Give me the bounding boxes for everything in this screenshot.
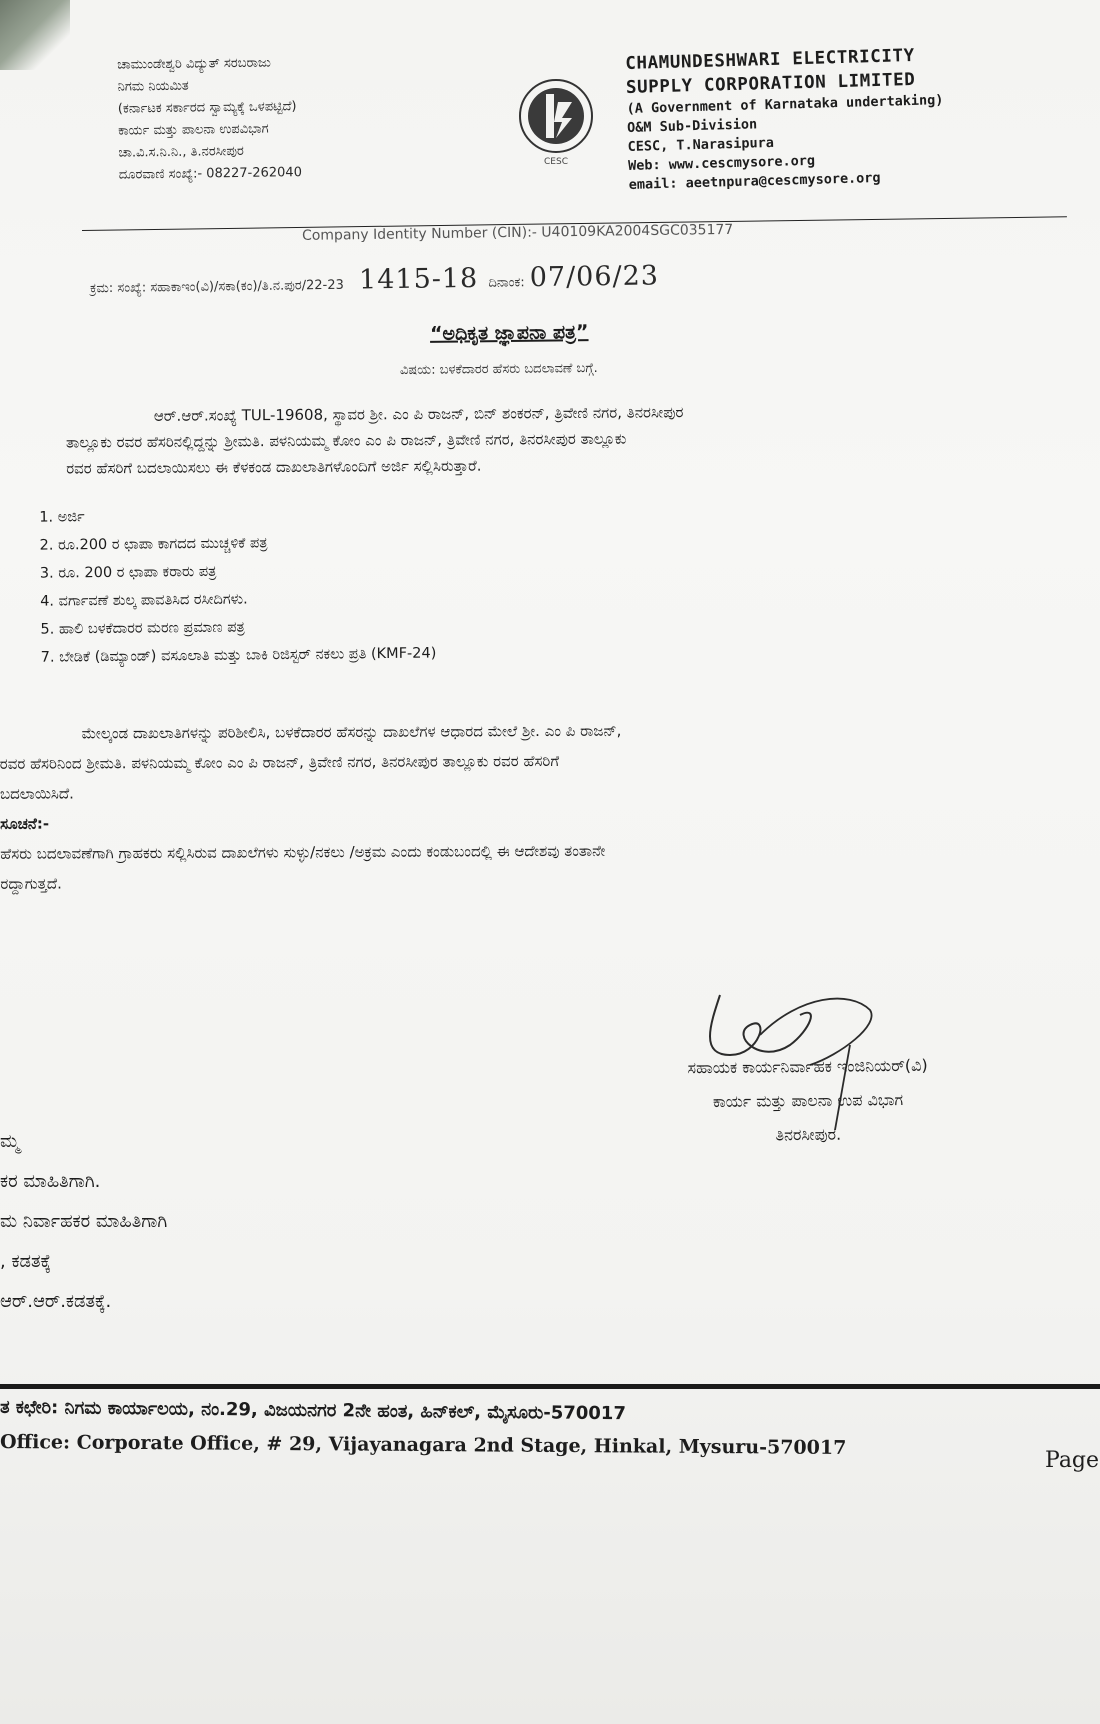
- list-item: 2. ರೂ.200 ರ ಛಾಪಾ ಕಾಗದದ ಮುಚ್ಚಳಿಕೆ ಪತ್ರ: [39, 535, 268, 554]
- signatory-line-2: ಕಾರ್ಯ ಮತ್ತು ಪಾಲನಾ ಉಪ ವಿಭಾಗ: [712, 1090, 904, 1111]
- cesc-logo: [512, 72, 600, 172]
- handwritten-number: 1415-18: [358, 262, 479, 296]
- logo-text: CESC: [544, 157, 568, 167]
- copy-item: , ಕಡತಕ್ಕೆ: [0, 1251, 52, 1272]
- order-line-2: ರವರ ಹೆಸರಿನಿಂದ ಶ್ರೀಮತಿ. ಪಳನಿಯಮ್ಮ ಕೋಂ ಎಂ ಪಿ ರಾಜನ್, ತ್ರಿವೇಣಿ ನಗರ, ತಿನರಸೀಪುರ ತಾಲ್ಲೂಕು ರವರ ಹೆಸರಿಗೆ: [0, 751, 560, 773]
- note-line-2: ರದ್ದಾಗುತ್ತದೆ.: [0, 874, 62, 893]
- handwritten-date: 07/06/23: [529, 260, 660, 294]
- letterhead-kn-line-2: ನಿಗಮ ನಿಯಮಿತ: [117, 78, 189, 95]
- order-line-3: ಬದಲಾಯಿಸಿದೆ.: [0, 784, 74, 803]
- signatory-block: [597, 1048, 1018, 1154]
- note-label: ಸೂಚನೆ:-: [0, 814, 50, 833]
- order-paragraph: [0, 713, 1090, 899]
- office: CESC, T.Narasipura: [627, 134, 775, 155]
- cin-number: Company Identity Number (CIN):- U40109KA2004SGC035177: [301, 221, 734, 244]
- date-label: ದಿನಾಂಕ:: [488, 275, 525, 291]
- note-line-1: ಹೆಸರು ಬದಲಾವಣೆಗಾಗಿ ಗ್ರಾಹಕರು ಸಲ್ಲಿಸಿರುವ ದಾಖಲೆಗಳು ಸುಳ್ಳು/ನಕಲು /ಅಕ್ರಮ ಎಂದು ಕಂಡುಬಂದಲ್ಲಿ ಈ ಆದೇಶವು ತಂತಾನೇ: [0, 841, 606, 863]
- document-title-text: “ಅಧಿಕೃತ ಜ್ಞಾಪನಾ ಪತ್ರ”: [429, 321, 589, 345]
- subject-line: ವಿಷಯ: ಬಳಕೆದಾರರ ಹೆಸರು ಬದಲಾವಣೆ ಬಗ್ಗೆ.: [399, 360, 598, 379]
- footer-rule: [0, 1384, 1100, 1389]
- web: Web: www.cescmysore.org: [627, 152, 816, 174]
- letterhead-kn-line-3: (ಕರ್ನಾಟಕ ಸರ್ಕಾರದ ಸ್ವಾಮ್ಯಕ್ಕೆ ಒಳಪಟ್ಟಿದೆ): [117, 99, 297, 117]
- copy-item: ಆರ್.ಆರ್.ಕಡತಕ್ಕೆ.: [0, 1291, 112, 1312]
- list-item: 1. ಅರ್ಜಿ: [39, 509, 85, 526]
- page-label: Page: [1045, 1448, 1100, 1473]
- letterhead-english: [625, 40, 1069, 195]
- order-line-1: ಮೇಲ್ಕಂಡ ದಾಖಲಾತಿಗಳನ್ನು ಪರಿಶೀಲಿಸಿ, ಬಳಕೆದಾರರ ಹೆಸರನ್ನು ದಾಖಲೆಗಳ ಆಧಾರದ ಮೇಲೆ ಶ್ರೀ. ಎಂ ಪಿ ರಾಜನ್,: [81, 721, 622, 743]
- letterhead-kn-line-4: ಕಾರ್ಯ ಮತ್ತು ಪಾಲನಾ ಉಪವಿಭಾಗ: [118, 121, 269, 139]
- company-name-line2: SUPPLY CORPORATION LIMITED: [625, 69, 916, 98]
- letterhead-kn-line-6: ದೂರವಾಣಿ ಸಂಖ್ಯೆ:- 08227-262040: [118, 165, 303, 183]
- company-name-line1: CHAMUNDESHWARI ELECTRICITY: [625, 45, 916, 74]
- footer-english: Office: Corporate Office, # 29, Vijayanagara 2nd Stage, Hinkal, Mysuru-570017: [0, 1431, 847, 1459]
- letterhead-kn-line-1: ಚಾಮುಂಡೇಶ್ವರಿ ವಿದ್ಯುತ್ ಸರಬರಾಜು: [117, 55, 271, 73]
- govt-note: (A Government of Karnataka undertaking): [626, 92, 944, 117]
- reference-text: ಕ್ರಮ: ಸಂಖ್ಯೆ: ಸಹಾಕಾಇಂ(ವಿ)/ಸಕಾ(ಕಂ)/ತಿ.ನ.ಪುರ/22-23: [90, 277, 344, 297]
- intro-paragraph: [66, 396, 1077, 481]
- copy-item: ಮ ನಿರ್ವಾಹಕರ ಮಾಹಿತಿಗಾಗಿ: [0, 1211, 168, 1232]
- letterhead-kannada: [117, 49, 499, 186]
- list-item: 3. ರೂ. 200 ರ ಛಾಪಾ ಕರಾರು ಪತ್ರ: [39, 563, 217, 582]
- corner-shadow: [0, 0, 70, 70]
- para-line-1: ಆರ್.ಆರ್.ಸಂಖ್ಯೆ TUL-19608, ಸ್ಥಾವರ ಶ್ರೀ. ಎಂ ಪಿ ರಾಜನ್, ಬಿನ್ ಶಂಕರನ್, ತ್ರಿವೇಣಿ ನಗರ, ತಿನರಸೀಪುರ: [153, 403, 684, 425]
- document-list: [39, 496, 741, 671]
- list-item: 5. ಹಾಲಿ ಬಳಕೆದಾರರ ಮರಣ ಪ್ರಮಾಣ ಪತ್ರ: [40, 619, 245, 638]
- copy-item: ಮ್ಮ: [0, 1131, 20, 1152]
- signatory-line-3: ತಿನರಸೀಪುರ.: [775, 1124, 842, 1145]
- footer-kannada: ತ ಕಛೇರಿ: ನಿಗಮ ಕಾರ್ಯಾಲಯ, ನಂ.29, ವಿಜಯನಗರ 2ನೇ ಹಂತ, ಹಿನ್‌ಕಲ್, ಮೈಸೂರು-570017: [0, 1396, 627, 1425]
- list-item: 7. ಬೇಡಿಕೆ (ಡಿಮ್ಯಾಂಡ್) ವಸೂಲಾತಿ ಮತ್ತು ಬಾಕಿ ರಿಜಿಸ್ಟರ್ ನಕಲು ಪ್ರತಿ (KMF-24): [40, 645, 437, 666]
- para-line-2: ತಾಲ್ಲೂಕು ರವರ ಹೆಸರಿನಲ್ಲಿದ್ದನ್ನು ಶ್ರೀಮತಿ. ಪಳನಿಯಮ್ಮ ಕೋಂ ಎಂ ಪಿ ರಾಜನ್, ತ್ರಿವೇಣಿ ನಗರ, ತಿನರಸೀಪುರ ತಾಲ್ಲೂಕು: [65, 429, 627, 452]
- letterhead-kn-line-5: ಚಾ.ವಿ.ಸ.ನಿ.ನಿ., ತಿ.ನರಸೀಪುರ: [118, 143, 244, 161]
- division: O&M Sub-Division: [626, 116, 758, 136]
- email: email: aeetnpura@cescmysore.org: [628, 169, 881, 193]
- document-title: [430, 321, 589, 345]
- copy-to-list: [0, 1122, 400, 1322]
- para-line-3: ರವರ ಹೆಸರಿಗೆ ಬದಲಾಯಿಸಲು ಈ ಕೆಳಕಂಡ ದಾಖಲಾತಿಗಳೊಂದಿಗೆ ಅರ್ಜಿ ಸಲ್ಲಿಸಿರುತ್ತಾರೆ.: [66, 456, 482, 478]
- signatory-line-1: ಸಹಾಯಕ ಕಾರ್ಯನಿರ್ವಾಹಕ ಇಂಜಿನಿಯರ್(ವಿ): [687, 1055, 928, 1078]
- list-item: 4. ವರ್ಗಾವಣೆ ಶುಲ್ಕ ಪಾವತಿಸಿದ ರಸೀದಿಗಳು.: [40, 591, 248, 610]
- copy-item: ಕರ ಮಾಹಿತಿಗಾಗಿ.: [0, 1171, 101, 1192]
